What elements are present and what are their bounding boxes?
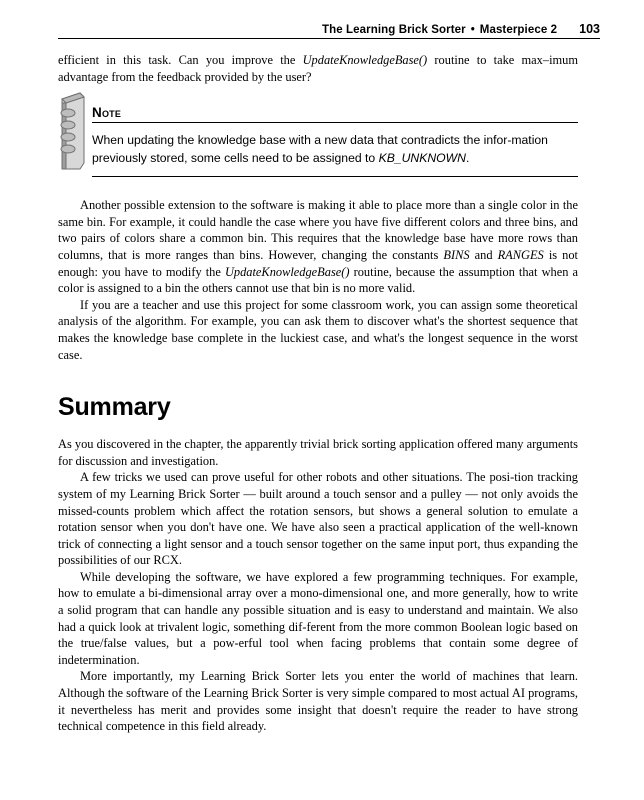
page-content — [58, 52, 578, 735]
header-subtitle: Masterpiece 2 — [479, 24, 558, 36]
paragraph-extension — [58, 197, 578, 297]
para-2-text-b: and — [469, 247, 498, 262]
page-number: 103 — [579, 22, 600, 36]
note-body — [58, 123, 578, 176]
note-rule-bottom — [92, 176, 578, 177]
para-2-italic-ranges: RANGES — [497, 247, 544, 262]
para-2-italic-routine: UpdateKnowledgeBase() — [224, 264, 350, 279]
note-italic-term: KB_UNKNOWN — [378, 150, 466, 165]
note-text-b: . — [465, 150, 470, 165]
para-2-italic-bins: BINS — [443, 247, 470, 262]
header-rule — [58, 38, 600, 39]
page-header — [58, 22, 600, 36]
para-1-italic-term: UpdateKnowledgeBase() — [302, 53, 428, 67]
paragraph-software: While developing the software, we have explored a few programming techniques. For example, how to emulate a bi-dimensional array over a mono-dimensional one, and more generally, how to write a solid program that can handle any possible situation and is easy to understand and maintain. We also had a quick look at trivalent logic, something dif-ferent from the more common Boolean logic based on the true/false values, but a pow-erful tool when facing problems that contain some degree of indetermination. — [58, 569, 578, 667]
paragraph-summary-intro: As you discovered in the chapter, the apparently trivial brick sorting application offered many arguments for discussion and investigation. — [58, 437, 578, 468]
header-title: The Learning Brick Sorter — [322, 24, 466, 36]
paragraph-tricks: A few tricks we used can prove useful for other robots and other situations. The posi-tion tracking system of my Learning Brick Sorter — built around a touch sensor and a pulley — not only avoids the missed-counts problem which affect the rotation sensors, but shows a general solution to emulate a rotation sensor when you don't have one. We have also seen a practical application of the well-known trick of connecting a light sensor and a touch sensor together on the same input port, thus expanding the possibilities of our RCX. — [58, 470, 578, 568]
para-2-text-a: Another possible extension to the software is making it able to place more than a single color in the same bin. For example, it could handle the case where you have five different colors and three bins, and two pairs of colors share a common bin. This requires that the knowledge base have more rows than columns, that is more ranges than bins. However, changing the constants — [58, 198, 578, 262]
header-separator: • — [470, 24, 475, 36]
note-stack-icon — [58, 89, 88, 175]
para-1-text-b: routine to take max–imum advantage from the feedback provided by the user? — [58, 53, 578, 84]
para-2-text-c: is not enough: you have to modify the — [58, 247, 578, 279]
section-heading-summary: Summary — [58, 393, 171, 422]
note-callout — [58, 105, 578, 177]
paragraph-teacher: If you are a teacher and use this project for some classroom work, you can assign some theoretical analysis of the algorithm. For example, you can ask them to discover what's the shortest sequence that makes the knowledge base complete in the luckiest case, and what's the longest sequence in the worst case. — [58, 297, 578, 362]
note-text-a: When updating the knowledge base with a new data that contradicts the infor-mation previously stored, some cells need to be assigned to — [92, 133, 548, 165]
para-2-text-d: routine, because the assumption that when a color is assigned to a bin the others cannot use that bin is no more valid. — [58, 264, 578, 296]
paragraph-continuation — [58, 52, 578, 85]
paragraph-machines-that-learn: More importantly, my Learning Brick Sorter lets you enter the world of machines that learn. Although the software of the Learning Brick Sorter is very simple compared to most actual AI programs, it nevertheless has merit and provides some insight that doesn't require the reader to have strong technical competence in this field already. — [58, 669, 578, 734]
para-1-text-a: efficient in this task. Can you improve the — [58, 53, 303, 67]
note-label: Note — [92, 105, 122, 121]
